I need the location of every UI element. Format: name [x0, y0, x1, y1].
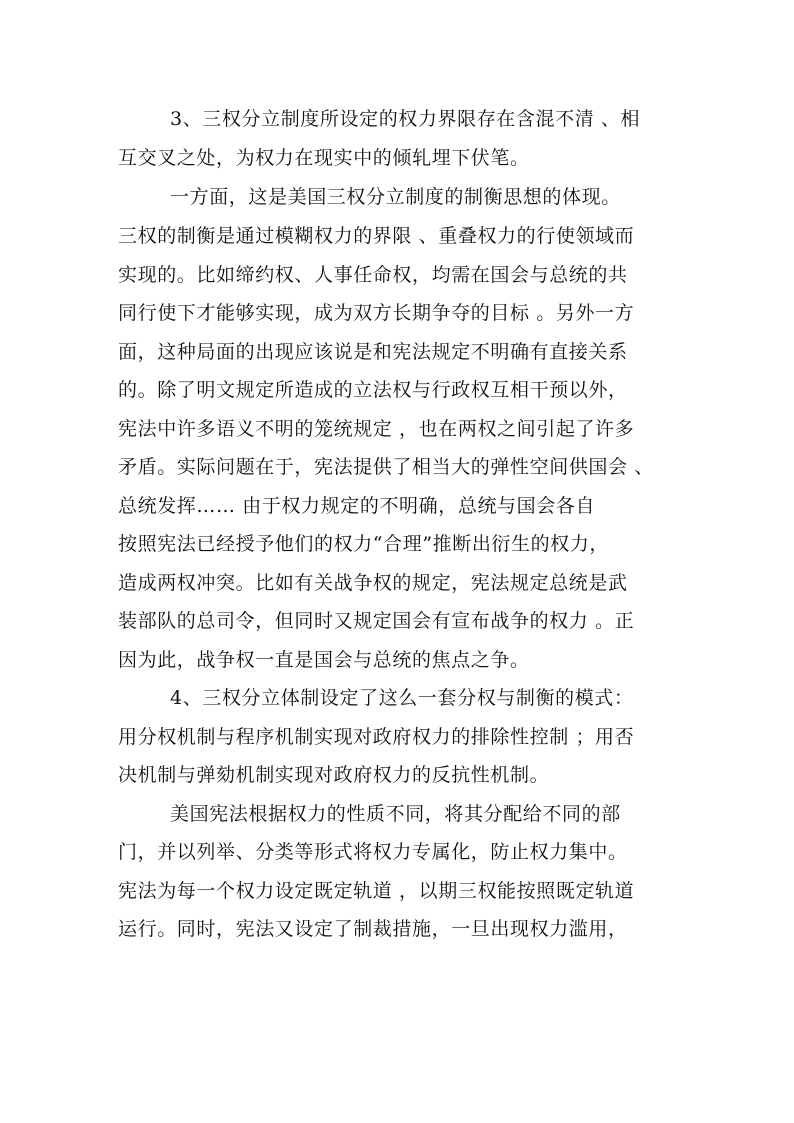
text-line: 宪法中许多语义不明的笼统规定 ，也在两权之间引起了许多 — [118, 418, 635, 440]
text-line: 宪法为每一个权力设定既定轨道 ，以期三权能按照既定轨道 — [118, 880, 635, 902]
text-line: 一方面，这是美国三权分立制度的制衡思想的体现。 — [170, 186, 621, 208]
text-line: 3、三权分立制度所设定的权力界限存在含混不清 、相 — [170, 108, 641, 130]
text-line: 运行。同时，宪法又设定了制裁措施，一旦出现权力滥用， — [118, 918, 628, 940]
text-line: 因为此，战争权一直是国会与总统的焦点之争。 — [118, 649, 530, 671]
text-line: 美国宪法根据权力的性质不同，将其分配给不同的部 — [170, 803, 621, 825]
text-line: 三权的制衡是通过模糊权力的界限 、重叠权力的行使领域而 — [118, 225, 635, 247]
text-line: 互交叉之处，为权力在现实中的倾轧埋下伏笔。 — [118, 147, 530, 169]
text-line: 矛盾。实际问题在于，宪法提供了相当大的弹性空间供国会 、 — [118, 456, 654, 478]
text-line: 总统发挥…… 由于权力规定的不明确，总统与国会各自 — [118, 495, 596, 517]
text-line: 的。除了明文规定所造成的立法权与行政权互相干预以外， — [118, 379, 628, 401]
text-line: 面，这种局面的出现应该说是和宪法规定不明确有直接关系 — [118, 341, 628, 363]
text-line: 实现的。比如缔约权、人事任命权，均需在国会与总统的共 — [118, 264, 628, 286]
text-line: 造成两权冲突。比如有关战争权的规定，宪法规定总统是武 — [118, 572, 628, 594]
text-line: 决机制与弹劾机制实现对政府权力的反抗性机制。 — [118, 764, 550, 786]
text-line: 装部队的总司令，但同时又规定国会有宣布战争的权力 。正 — [118, 610, 635, 632]
text-line: 用分权机制与程序机制实现对政府权力的排除性控制 ；用否 — [118, 726, 635, 748]
text-line: 4、三权分立体制设定了这么一套分权与制衡的模式： — [170, 687, 634, 709]
text-line: 同行使下才能够实现，成为双方长期争夺的目标 。另外一方 — [118, 302, 635, 324]
text-line: 门，并以列举、分类等形式将权力专属化，防止权力集中。 — [118, 841, 628, 863]
text-line: 按照宪法已经授予他们的权力“合理”推断出衍生的权力， — [118, 533, 610, 555]
